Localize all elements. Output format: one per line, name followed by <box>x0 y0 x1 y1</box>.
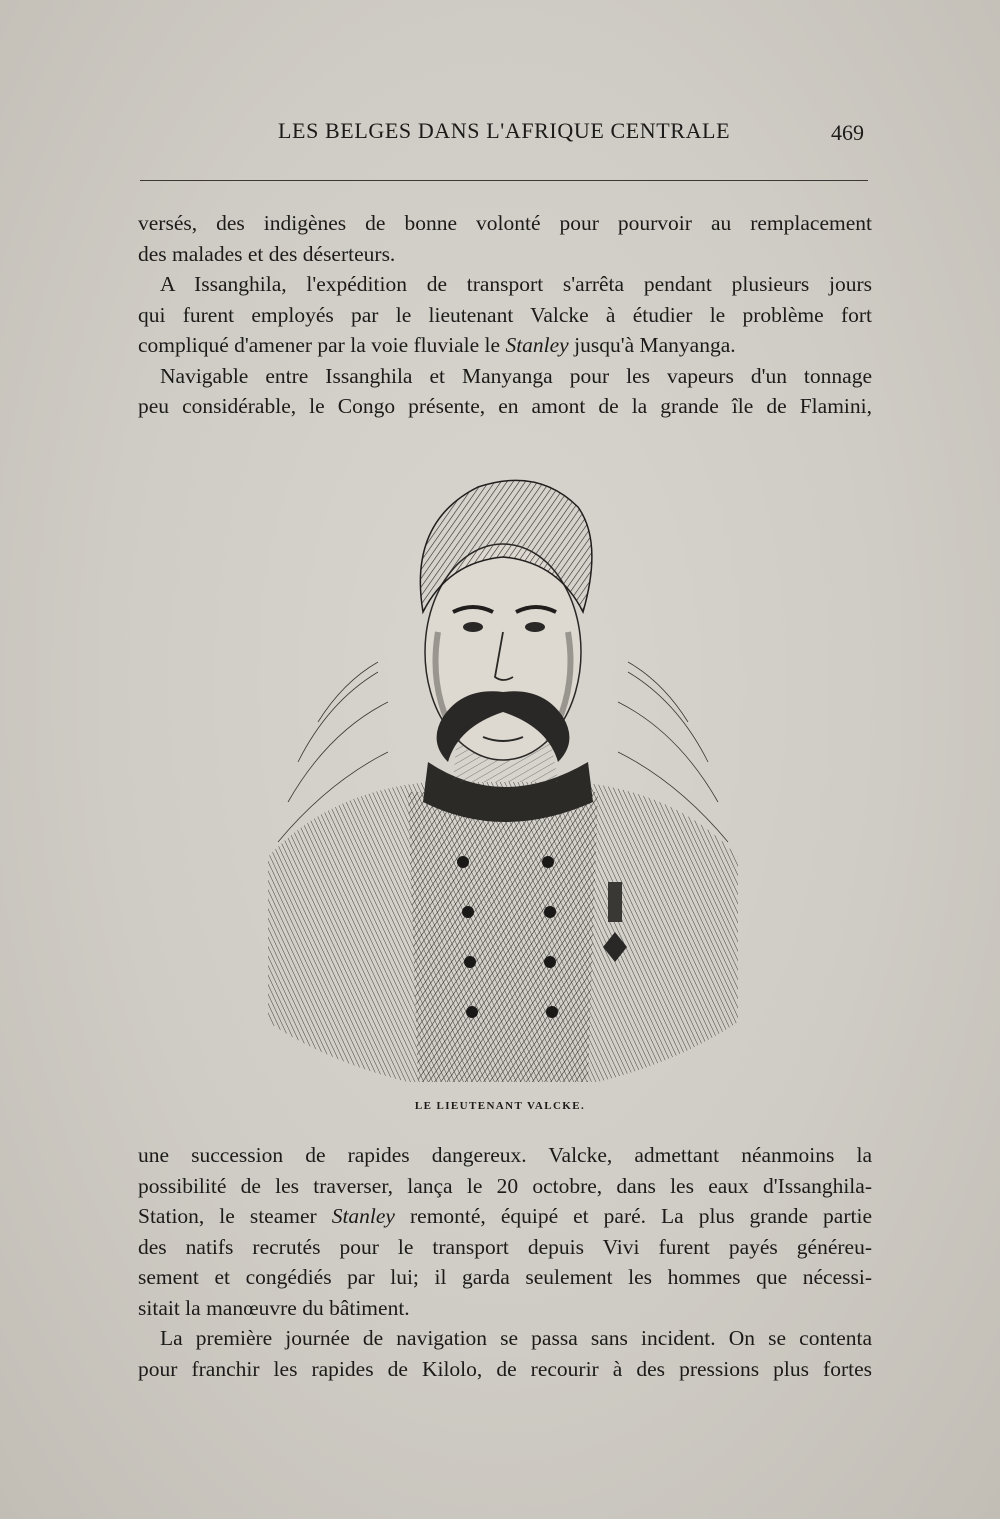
text-line: une succession de rapides dangereux. Valcke, admettant néanmoins la <box>138 1143 872 1167</box>
ship-name: Stanley <box>331 1204 395 1228</box>
text-line: sement et congédiés par lui; il garda seulement les hommes que nécessi- <box>138 1265 872 1289</box>
portrait-engraving-icon <box>258 462 748 1090</box>
text-line: La première journée de navigation se passa sans incident. On se contenta <box>160 1326 872 1350</box>
page-number: 469 <box>831 120 864 145</box>
text-line: pour franchir les rapides de Kilolo, de recourir à des pressions plus fortes <box>138 1356 872 1381</box>
text-line: possibilité de les traverser, lança le 20 octobre, dans les eaux d'Issanghila- <box>138 1173 872 1198</box>
running-title: LES BELGES DANS L'AFRIQUE CENTRALE <box>278 118 731 143</box>
text-line: des natifs recrutés pour le transport depuis Vivi furent payés généreu- <box>138 1234 872 1259</box>
text-line: sitait la manœuvre du bâtiment. <box>138 1295 410 1320</box>
text-line: qui furent employés par le lieutenant Valcke à étudier le problème fort <box>138 302 872 327</box>
text-line: Station, le steamer Stanley remonté, équipé et paré. La plus grande partie <box>138 1204 872 1228</box>
running-head <box>140 118 868 150</box>
figure-caption: LE LIEUTENANT VALCKE. <box>414 1100 586 1112</box>
text-line: des malades et des déserteurs. <box>138 241 396 266</box>
ship-name: Stanley <box>505 333 569 357</box>
text-line: versés, des indigènes de bonne volonté pour pourvoir au remplacement <box>138 211 872 235</box>
header-rule <box>140 180 868 181</box>
paragraphs-bottom <box>138 1140 872 1384</box>
text-line: A Issanghila, l'expédition de transport s'arrêta pendant plusieurs jours <box>160 272 872 296</box>
paragraphs-top <box>138 208 872 422</box>
text-line: peu considérable, le Congo présente, en amont de la grande île de Flamini, <box>138 394 872 418</box>
text-line: Navigable entre Issanghila et Manyanga pour les vapeurs d'un tonnage <box>160 363 872 388</box>
text-line: compliqué d'amener par la voie fluviale le Stanley jusqu'à Manyanga. <box>138 333 736 357</box>
